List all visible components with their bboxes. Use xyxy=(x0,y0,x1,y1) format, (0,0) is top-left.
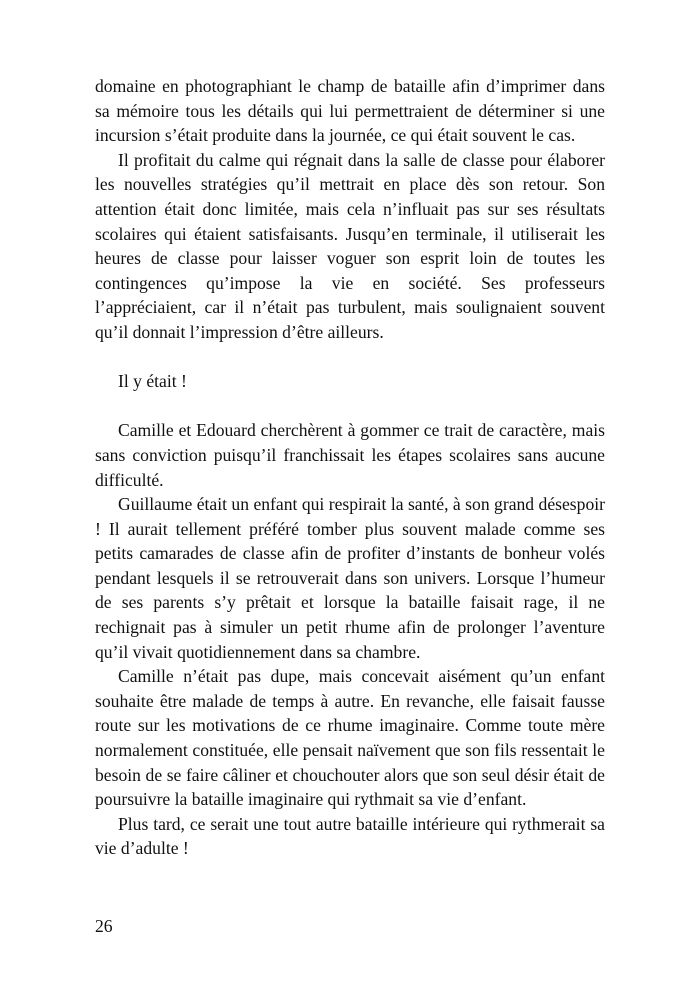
paragraph-emphasis: Il y était ! xyxy=(118,371,187,392)
paragraph: Camille et Edouard cherchèrent à gommer ce trait de caractère, mais sans conviction puisqu’il franchissait les étapes scolaires sans aucune difficulté. xyxy=(95,420,605,490)
paragraph: Plus tard, ce serait une tout autre bataille intérieure qui rythmerait sa vie d’adulte ! xyxy=(95,813,605,859)
paragraph: Guillaume était un enfant qui respirait la santé, à son grand désespoir ! Il aurait tellement préféré tomber plus souvent malade comme ses petits camarades de classe afin de profiter d’instants de bonheur volés pendant lesquels il se retrouverait dans son univers. Lorsque l’humeur de ses parents s’y prêtait et lorsque la bataille faisait rage, il ne rechignait pas à simuler un petit rhume afin de prolonger l’aventure qu’il vivait quotidiennement dans sa chambre. xyxy=(95,494,605,662)
page-number: 26 xyxy=(95,916,113,936)
paragraph: Camille n’était pas dupe, mais concevait aisément qu’un enfant souhaite être malade de temps à autre. En revanche, elle faisait fausse route sur les motivations de ce rhume imaginaire. Comme toute mère normalement constituée, elle pensait naïvement que son fils ressentait le besoin de se faire câliner et chouchouter alors que son seul désir était de poursuivre la bataille imaginaire qui rythmait sa vie d’enfant. xyxy=(95,666,605,810)
body-text xyxy=(95,74,605,861)
paragraph: Il profitait du calme qui régnait dans la salle de classe pour élaborer les nouvelles stratégies qu’il mettrait en place dès son retour. Son attention était donc limitée, mais cela n’influait pas sur ses résultats scolaires qui étaient satisfaisants. Jusqu’en terminale, il utiliserait les heures de classe pour laisser voguer son esprit loin de toutes les contingences qu’impose la vie en société. Ses professeurs l’appréciaient, car il n’était pas turbulent, mais soulignaient souvent qu’il donnait l’impression d’être ailleurs. xyxy=(95,149,605,342)
paragraph-continuation: domaine en photographiant le champ de bataille afin d’imprimer dans sa mémoire tous les détails qui lui permettraient de déterminer si une incursion s’était produite dans la journée, ce qui était souvent le cas. xyxy=(95,76,605,146)
